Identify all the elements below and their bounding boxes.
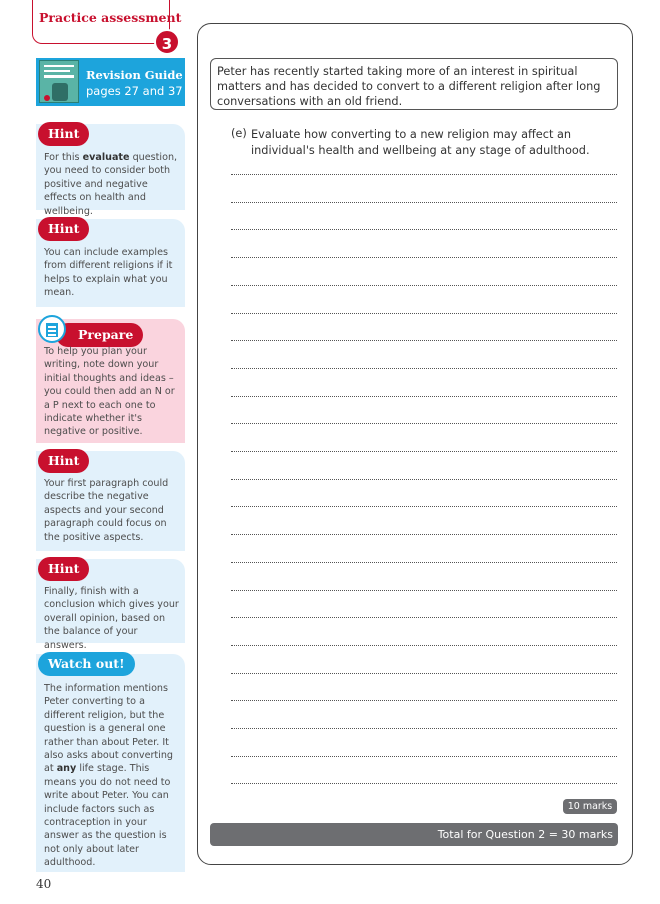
watch-out-box [36,654,185,872]
revision-guide-banner [36,58,185,106]
prepare-box [36,319,185,443]
answer-line[interactable] [231,174,617,175]
answer-line[interactable] [231,423,617,424]
question-label: (e) [231,127,247,140]
prepare-badge: Prepare [56,323,143,347]
hint-text: Finally, finish with a conclusion which gives your overall opinion, based on the balance of your answers. [44,586,179,651]
section-header [32,0,182,44]
answer-line[interactable] [231,534,617,535]
hint-box-4 [36,559,185,651]
hint-text: Your first paragraph could describe the negative aspects and your second paragraph could focus on the positive aspects. [44,478,169,543]
answer-line[interactable] [231,229,617,230]
answer-line[interactable] [231,673,617,674]
answer-line[interactable] [231,313,617,314]
hint-text: You can include examples from different religions if it helps to explain what you mean. [44,247,173,299]
answer-line[interactable] [231,590,617,591]
notepad-icon [38,315,66,343]
answer-line[interactable] [231,368,617,369]
hint-box-1 [36,124,185,217]
answer-line[interactable] [231,202,617,203]
hint-badge: Hint [38,449,89,473]
marks-badge: 10 marks [563,799,617,814]
hint-badge: Hint [38,217,89,241]
hint-box-2 [36,219,185,307]
answer-line[interactable] [231,783,617,784]
revision-guide-title: Revision Guide [86,68,183,82]
hint-box-3 [36,451,185,551]
revision-guide-book-icon [39,60,79,103]
hint-text: For this evaluate question, you need to consider both positive and negative effects on health and wellbeing. [44,152,178,217]
answer-line[interactable] [231,562,617,563]
answer-line[interactable] [231,396,617,397]
answer-line[interactable] [231,285,617,286]
answer-line[interactable] [231,728,617,729]
answer-line[interactable] [231,617,617,618]
scenario-box: Peter has recently started taking more of an interest in spiritual matters and has decided to convert to a different religion after long conversations with an old friend. [210,58,618,110]
hint-badge: Hint [38,557,89,581]
page-number: 40 [36,877,52,891]
answer-line[interactable] [231,700,617,701]
prepare-text: To help you plan your writing, note down your initial thoughts and ideas – you could then add an N or a P next to each one to indicate whether it's negative or positive. [44,346,175,438]
answer-line[interactable] [231,451,617,452]
answer-line[interactable] [231,340,617,341]
answer-line[interactable] [231,756,617,757]
watch-out-badge: Watch out! [38,652,135,676]
hint-badge: Hint [38,122,89,146]
question-text: Evaluate how converting to a new religion may affect an individual's health and wellbeing at any stage of adulthood. [251,128,590,157]
watch-out-text: The information mentions Peter converting to a different religion, but the question is a general one rather than about Peter. It also asks about converting at any life stage. This means you do not need to write about Peter. You can include factors such as contraception in your answer as the question is not only about later adulthood. [44,683,174,869]
answer-line[interactable] [231,645,617,646]
answer-line[interactable] [231,479,617,480]
section-title: Practice assessment [39,10,182,25]
question-total-bar: Total for Question 2 = 30 marks [210,823,618,846]
section-number: 3 [154,29,180,55]
answer-line[interactable] [231,257,617,258]
answer-line[interactable] [231,506,617,507]
revision-guide-pages: pages 27 and 37 [86,84,183,98]
